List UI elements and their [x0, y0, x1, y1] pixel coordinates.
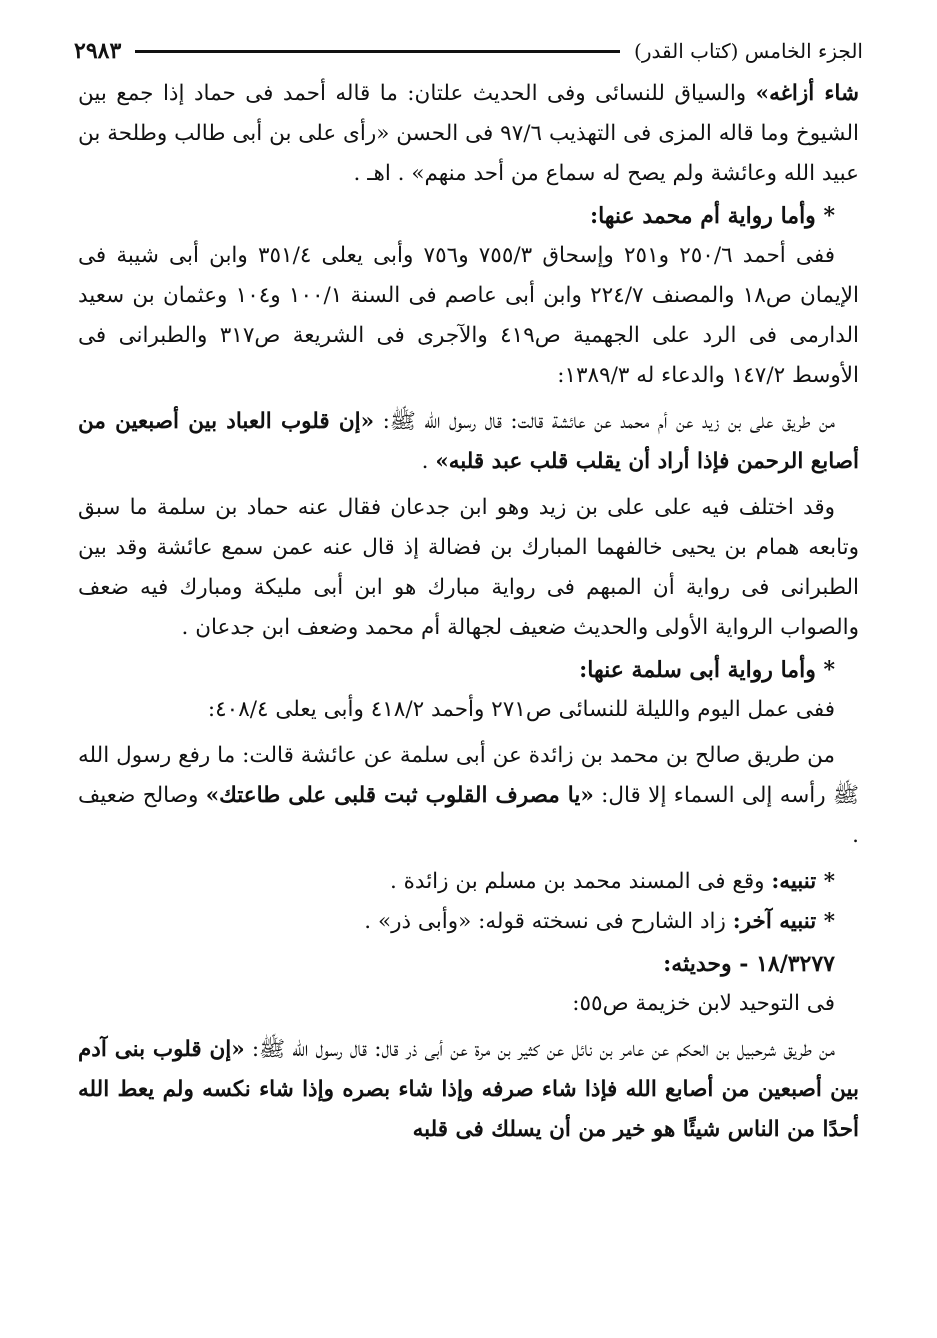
paragraph-end: . — [421, 449, 436, 474]
paragraph-sources-um-muhammad: ففى أحمد ٢٥٠/٦ و٢٥١ وإسحاق ٧٥٥/٣ و٧٥٦ وأبى يعلى ٣٥١/٤ وابن أبى شيبة فى الإيمان ص١٨ والمصنف ٢٢٤/٧ وابن أبى عاصم فى السنة ١٠٠/١ و١٠٤ وعثمان بن سعيد الدارمى فى الرد على الجهمية ص٤١٩ والآجرى فى الشريعة ص٣١٧ والطبرانى فى الأوسط ١٤٧/٢ والدعاء له ١٣٨٩/٣: — [78, 243, 860, 388]
paragraph-text: والسياق للنسائى وفى الحديث علتان: ما قاله أحمد فى حماد إذا جمع بين الشيوخ وما قاله المزى فى التهذيب ٩٧/٦ فى الحسن «رأى على بن أبى طالب وطلحة بن عبيد الله وعائشة ولم يصح له سماع من أحد منهم» . اهـ . — [78, 81, 860, 186]
note-label: * تنبيه آخر: — [732, 909, 835, 934]
paragraph-chain-um-muhammad — [78, 402, 859, 482]
section-heading-um-muhammad — [78, 196, 859, 236]
page-header — [74, 36, 863, 66]
hadith-number-heading: ١٨/٣٢٧٧ - وحديثه: — [663, 951, 835, 977]
paragraph-discussion: وقد اختلف فيه على على بن زيد وهو ابن جدعان فقال عنه حماد بن سلمة ما سبق وتابعه همام بن يحيى خالفهما المبارك بن فضالة إذ قال عنه عمن سمع عائشة وقد بين الطبرانى فى رواية أن المبهم فى رواية مبارك هو ابن أبى مليكة ومبارك فيه ضعف والصواب الرواية الأولى والحديث ضعيف لجهالة أم محمد وضعف ابن جدعان . — [78, 495, 859, 640]
hadith-quote: «إن قلوب بنى آدم بين أصبعين من أصابع الله فإذا شاء صرفه وإذا شاء بصره وإذا شاء نكسه ولم يعط الله أحدًا من الناس شيئًا هو خير من أن يسلك فى قلبه — [78, 1037, 859, 1142]
header-rule — [135, 50, 620, 53]
running-title: الجزء الخامس (كتاب القدر) — [634, 39, 863, 63]
heading-text: وأما رواية أبى سلمة عنها: — [579, 657, 816, 683]
paragraph-continuation — [78, 74, 859, 194]
paragraph-chain-abu-dharr — [78, 1030, 859, 1150]
note-first — [78, 862, 859, 902]
heading-text: وأما رواية أم محمد عنها: — [589, 203, 816, 229]
page-number: ٢٩٨٣ — [74, 38, 122, 64]
section-heading-abu-salama — [78, 650, 859, 690]
note-text: وقع فى المسند محمد بن مسلم بن زائدة . — [389, 869, 772, 894]
paragraph-text: من طريق صالح بن محمد بن زائدة عن أبى سلمة عن عائشة قالت: ما رفع رسول الله ﷺ رأسه إلى السماء إلا قال: — [78, 743, 859, 808]
paragraph-sources-abu-dharr: فى التوحيد لابن خزيمة ص٥٥: — [572, 991, 835, 1016]
paragraph-chain-abu-salama — [78, 736, 859, 856]
note-text: زاد الشارح فى نسخته قوله: «وأبى ذر» . — [364, 909, 733, 934]
asterisk-marker: * — [823, 657, 835, 683]
quote-ending: شاء أزاغه» — [755, 81, 859, 106]
note-label: * تنبيه: — [771, 869, 835, 894]
paragraph-end: وصالح ضعيف . — [78, 783, 859, 848]
note-second — [78, 902, 859, 942]
hadith-quote: «يا مصرف القلوب ثبت قلبى على طاعتك» — [205, 783, 594, 808]
paragraph-text: من طريق شرحبيل بن الحكم عن عامر بن نائل عن كثير بن مرة عن أبى ذر قال: قال رسول الله ﷺ: — [244, 1037, 835, 1062]
hadith-quote: «إن قلوب العباد بين أصبعين من أصابع الرحمن فإذا أراد أن يقلب قلب عبد قلبه» — [78, 409, 859, 474]
asterisk-marker: * — [823, 203, 835, 229]
paragraph-sources-abu-salama: ففى عمل اليوم والليلة للنسائى ص٢٧١ وأحمد ٤١٨/٢ وأبى يعلى ٤٠٨/٤: — [207, 697, 835, 722]
page-body — [78, 74, 859, 1150]
paragraph-text: من طريق على بن زيد عن أم محمد عن عائشة قالت: قال رسول الله ﷺ: — [374, 409, 835, 434]
